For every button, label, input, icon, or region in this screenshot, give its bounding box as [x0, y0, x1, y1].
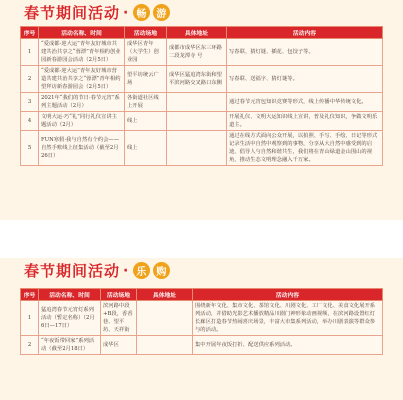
header-venue: 活动场地 [125, 27, 167, 39]
cell-venue: 成华区 [101, 336, 137, 355]
section-spring-festival-shopping [0, 258, 403, 400]
table-row [21, 131, 383, 166]
cell-venue: 滨河路中段+B段，香香巷、望平坊、天祥街 [101, 301, 137, 336]
badge-char: 畅 [133, 4, 150, 21]
header-content: 活动内容 [227, 27, 383, 39]
header-address: 具体地址 [167, 27, 227, 39]
table-header-row [21, 27, 383, 39]
cell-no: 1 [21, 301, 39, 336]
separator-dot: · [123, 262, 130, 279]
badge-char: 乐 [133, 262, 150, 279]
table-row [21, 39, 383, 66]
header-address: 具体地址 [137, 289, 193, 301]
cell-no: 5 [21, 131, 39, 166]
table-row [21, 301, 383, 336]
cell-no: 2 [21, 66, 39, 93]
cell-name: “爱成都·迎大运”青年友好城市营造共建共治共享之“蓉漂”青年相约望拜访新春游园会（2月5日） [39, 66, 125, 93]
cell-content: 集中开展年夜饭打折、配送供应系列活动。 [193, 336, 383, 355]
section-title: 春节期间活动 [24, 262, 121, 280]
cell-content: 通过春节元宵包知识竞赛等形式，线上传播中华传统文化。 [227, 93, 383, 112]
cell-no: 1 [21, 39, 39, 66]
activities-table [20, 26, 383, 166]
header-no: 序号 [21, 27, 39, 39]
cell-venue: 各街道社区线上开展 [125, 93, 167, 112]
header-no: 序号 [21, 289, 39, 301]
table-row [21, 66, 383, 93]
cell-content: 写春联、送福字、猜灯谜等。 [227, 66, 383, 93]
cell-content: 开展礼仪、文明大运知识线上宣讲，普及礼仪知识，争做文明乐道主。 [227, 112, 383, 131]
section-gap [0, 220, 403, 258]
cell-content: 写春联、猜灯谜、插花、包饺子等。 [227, 39, 383, 66]
section-heading [24, 2, 170, 23]
table-row [21, 336, 383, 355]
cell-name: “爱成都·迎大运”青年友好城市共建共治共享之“蓉漂”青年相约创业园新春游园会活动（2月5日） [39, 39, 125, 66]
cell-no: 4 [21, 112, 39, 131]
header-name: 活动名称、时间 [39, 27, 125, 39]
table-row [21, 93, 383, 112]
table-row [21, 112, 383, 131]
header-content: 活动内容 [193, 289, 383, 301]
cell-address [137, 301, 193, 336]
cell-address [137, 336, 193, 355]
cell-no: 3 [21, 93, 39, 112]
header-venue: 活动场地 [101, 289, 137, 301]
cell-name: 文明大运·巧“礼”同行礼仪宣讲主题活动（2月） [39, 112, 125, 131]
cell-address [167, 112, 227, 131]
separator-dot: · [123, 4, 130, 21]
badge-char: 游 [153, 4, 170, 21]
section-heading [24, 260, 170, 281]
cell-venue: 望平坊统云广场 [125, 66, 167, 93]
cell-no: 2 [21, 336, 39, 355]
badge-char: 购 [153, 262, 170, 279]
table-header-row [21, 289, 383, 301]
cell-name: FUN寒假·我与自然有个约会——自然手账线上征集活动（截至2月26日） [39, 131, 125, 166]
cell-address [167, 131, 227, 166]
activities-table [20, 288, 383, 355]
header-name: 活动名称、时间 [39, 289, 101, 301]
cell-name: 2021年“我们的节日·春节元宵”系列主题活动（2月） [39, 93, 125, 112]
cell-name: 猛追湾春节元宵灯系列活动（暂定名称）（2月6日—17日） [39, 301, 101, 336]
cell-address: 成都市成华区东三环路二段龙潭寺 号 [167, 39, 227, 66]
cell-address [167, 93, 227, 112]
cell-venue: 线上 [125, 112, 167, 131]
cell-name: “年夜饭带回家”系列活动（截至2月18日） [39, 336, 101, 355]
cell-venue: 成华区青年（大学生）创业园 [125, 39, 167, 66]
cell-address: 成华区猛追湾东街和望平滨河路交叉路口东侧 [167, 66, 227, 93]
cell-content: 通过在线方式面向公众开展，以拍照、手写、手绘、日记等形式记录生活中自然中观察到的事物，分享从大自然中感受到的启迪，倡导人与自然和谐共生，我们将在青山绿道金山围山的视角，推动生态文明理念融入千万家。 [227, 131, 383, 166]
section-title: 春节期间活动 [24, 4, 121, 22]
cell-venue: 线上 [125, 131, 167, 166]
cell-content: 围绕新年文化、集市文化、茶馆文化、川剧文化、工厂文化、美食文化展开系列活动，并借助光影艺术播放精品川剧门神形象动画视频，在滨河路设置红灯长廊区打造春节热闹喜庆场景，丰富大市集系列活动，举办川剧表演等群众参与的活动。 [193, 301, 383, 336]
